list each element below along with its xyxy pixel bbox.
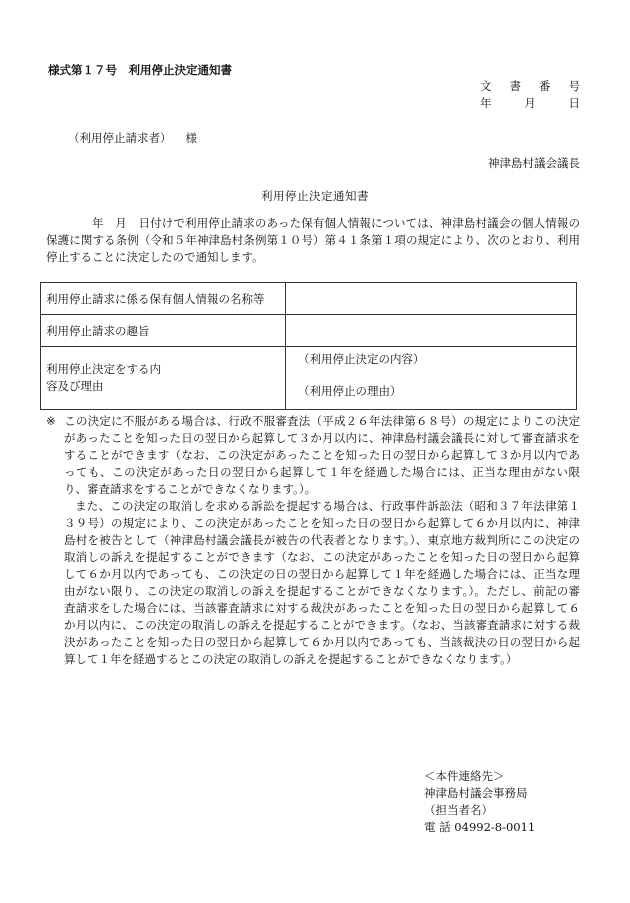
notes-section: [46, 413, 580, 668]
contact-heading: ＜本件連絡先＞: [424, 769, 505, 783]
note-appeal-text: この決定に不服がある場合は、行政不服審査法（平成２６年法律第６８号）の規定によりこの決定があったことを知った日の翌日から起算して３か月以内に、神津島村議会議長に対して審査請求をすることができます（なお、この決定があったことを知った日の翌日から起算して３か月以内であっても、この決定があった日の翌日から起算して１年を経過した場合には、正当な理由がない限り、審査請求をすることができなくなります。）。: [64, 414, 580, 496]
note-appeal: [46, 413, 580, 498]
row-value-decision-reason: [286, 347, 577, 410]
row-label-decision-reason: [41, 347, 286, 410]
contact-block: [424, 768, 535, 836]
decision-reason-hint: （利用停止の理由）: [298, 384, 402, 398]
recipient: [68, 130, 197, 146]
row-label-info-name: 利用停止請求に係る保有個人情報の名称等: [41, 283, 286, 315]
row-label-request-purpose: 利用停止請求の趣旨: [41, 315, 286, 347]
table-row: [41, 315, 577, 347]
contact-phone: 電 話 04992-8-0011: [424, 820, 536, 834]
note-lawsuit: また、この決定の取消しを求める訴訟を提起する場合は、行政事件訴訟法（昭和３７年法律第１３９号）の規定により、この決定があったことを知った日の翌日から起算して６か月以内に、神津島村を被告として（神津島村議会議長が被告の代表者となります。）、東京地方裁判所にこの決定の取消しの訴えを提起することができます（なお、この決定があったことを知った日の翌日から起算して６か月以内であっても、この決定の日の翌日から起算して１年を経過した場合には、正当な理由がない限り、この決定の取消しの訴えを提起することができなくなります。）。ただし、前記の審査請求をした場合には、当該審査請求に対する裁決があったことを知った日の翌日から起算して６か月以内に、この決定の取消しの訴えを提起することができます。（なお、当該審査請求に対する裁決があったことを知った日の翌日から起算して６か月以内であっても、当該裁決の日の翌日から起算して１年を経過するとこの決定の取消しの訴えを提起することができなくなります。）: [64, 499, 580, 666]
date-label: 年月日: [480, 96, 580, 110]
contact-person: （担当者名）: [424, 803, 493, 817]
recipient-honorific: 様: [185, 131, 197, 145]
form-number: 様式第１７号 利用停止決定通知書: [48, 63, 232, 77]
document-title: 利用停止決定通知書: [261, 189, 369, 203]
note-mark: ※: [46, 414, 56, 428]
recipient-name: （利用停止請求者）: [68, 131, 172, 145]
row-label-decision-reason-text: 利用停止決定をする内容及び理由: [46, 362, 161, 393]
decision-table: [40, 282, 577, 410]
sender-name: 神津島村議会議長: [488, 156, 580, 170]
row-value-request-purpose: [286, 315, 577, 347]
intro-paragraph: 年 月 日付けで利用停止請求のあった保有個人情報については、神津島村議会の個人情報の保護に関する条例（令和５年神津島村条例第１０号）第４１条第１項の規定により、次のとおり、利用停止することに決定したので通知します。: [46, 216, 580, 264]
document-number-label: 文書番号: [480, 79, 580, 93]
table-row: [41, 283, 577, 315]
table-row: [41, 347, 577, 410]
document-meta: [480, 78, 580, 112]
contact-office: 神津島村議会事務局: [424, 786, 528, 800]
row-value-info-name: [286, 283, 577, 315]
decision-content-hint: （利用停止決定の内容）: [298, 352, 425, 366]
